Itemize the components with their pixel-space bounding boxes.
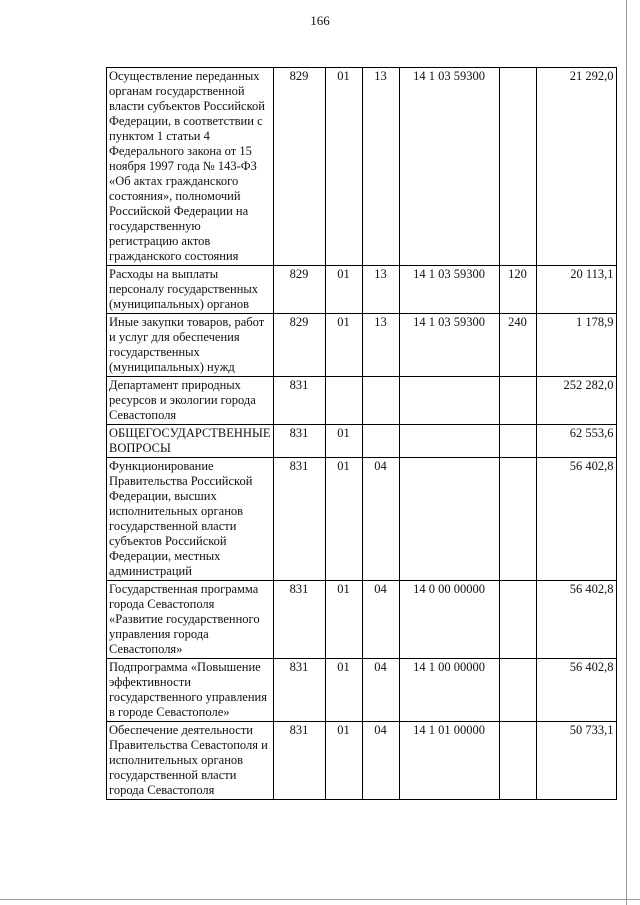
- cell-name: Осуществление переданных органам государственной власти субъектов Российской Федерации, в соответствии с пунктом 1 статьи 4 Федерального закона от 15 ноября 1997 года № 143-ФЗ «Об актах гражданского состояния», полномочий Российской Федерации на государственную регистрацию актов гражданского состояния: [107, 68, 274, 266]
- cell-department-code: 829: [273, 314, 325, 377]
- cell-subsection: [362, 377, 399, 425]
- cell-expense-type: 120: [499, 266, 536, 314]
- table-row: [107, 659, 617, 722]
- cell-target-article: [399, 377, 499, 425]
- cell-amount: 56 402,8: [536, 659, 616, 722]
- cell-section: 01: [325, 425, 362, 458]
- cell-name: Государственная программа города Севастополя «Развитие государственного управления города Севастополя»: [107, 581, 274, 659]
- cell-department-code: 831: [273, 722, 325, 800]
- cell-name: Функционирование Правительства Российской Федерации, высших исполнительных органов государственной власти субъектов Российской Федерации, местных администраций: [107, 458, 274, 581]
- cell-department-code: 831: [273, 659, 325, 722]
- table-row: [107, 425, 617, 458]
- cell-amount: 252 282,0: [536, 377, 616, 425]
- cell-expense-type: 240: [499, 314, 536, 377]
- cell-subsection: [362, 425, 399, 458]
- cell-target-article: [399, 458, 499, 581]
- cell-section: 01: [325, 68, 362, 266]
- cell-amount: 56 402,8: [536, 458, 616, 581]
- table-row: [107, 377, 617, 425]
- cell-subsection: 04: [362, 659, 399, 722]
- cell-target-article: 14 1 03 59300: [399, 266, 499, 314]
- cell-expense-type: [499, 425, 536, 458]
- cell-amount: 20 113,1: [536, 266, 616, 314]
- table-row: [107, 581, 617, 659]
- cell-target-article: [399, 425, 499, 458]
- cell-department-code: 831: [273, 458, 325, 581]
- cell-section: 01: [325, 722, 362, 800]
- cell-department-code: 829: [273, 68, 325, 266]
- cell-subsection: 13: [362, 314, 399, 377]
- cell-target-article: 14 1 03 59300: [399, 68, 499, 266]
- cell-department-code: 829: [273, 266, 325, 314]
- cell-name: Иные закупки товаров, работ и услуг для обеспечения государственных (муниципальных) нужд: [107, 314, 274, 377]
- cell-department-code: 831: [273, 377, 325, 425]
- cell-department-code: 831: [273, 425, 325, 458]
- cell-section: 01: [325, 266, 362, 314]
- cell-subsection: 13: [362, 68, 399, 266]
- cell-expense-type: [499, 581, 536, 659]
- cell-expense-type: [499, 68, 536, 266]
- cell-name: Подпрограмма «Повышение эффективности государственного управления в городе Севастополе»: [107, 659, 274, 722]
- cell-expense-type: [499, 659, 536, 722]
- cell-section: [325, 377, 362, 425]
- cell-subsection: 04: [362, 722, 399, 800]
- cell-expense-type: [499, 377, 536, 425]
- table-row: [107, 722, 617, 800]
- cell-expense-type: [499, 458, 536, 581]
- cell-expense-type: [499, 722, 536, 800]
- cell-name: ОБЩЕГОСУДАРСТВЕННЫЕ ВОПРОСЫ: [107, 425, 274, 458]
- table-row: [107, 314, 617, 377]
- table-row: [107, 68, 617, 266]
- table-row: [107, 266, 617, 314]
- cell-subsection: 04: [362, 458, 399, 581]
- page-frame-bottom-edge: [0, 899, 640, 900]
- cell-subsection: 13: [362, 266, 399, 314]
- cell-amount: 50 733,1: [536, 722, 616, 800]
- cell-subsection: 04: [362, 581, 399, 659]
- cell-target-article: 14 1 00 00000: [399, 659, 499, 722]
- page-frame-right-edge: [626, 0, 627, 905]
- cell-name: Обеспечение деятельности Правительства Севастополя и исполнительных органов государственной власти города Севастополя: [107, 722, 274, 800]
- cell-target-article: 14 1 01 00000: [399, 722, 499, 800]
- cell-amount: 62 553,6: [536, 425, 616, 458]
- cell-department-code: 831: [273, 581, 325, 659]
- cell-amount: 21 292,0: [536, 68, 616, 266]
- cell-target-article: 14 0 00 00000: [399, 581, 499, 659]
- cell-name: Расходы на выплаты персоналу государственных (муниципальных) органов: [107, 266, 274, 314]
- cell-section: 01: [325, 314, 362, 377]
- cell-target-article: 14 1 03 59300: [399, 314, 499, 377]
- cell-section: 01: [325, 581, 362, 659]
- page-number: 166: [310, 13, 330, 28]
- cell-amount: 1 178,9: [536, 314, 616, 377]
- cell-section: 01: [325, 659, 362, 722]
- cell-amount: 56 402,8: [536, 581, 616, 659]
- budget-table: [106, 67, 617, 800]
- cell-name: Департамент природных ресурсов и экологии города Севастополя: [107, 377, 274, 425]
- table-row: [107, 458, 617, 581]
- cell-section: 01: [325, 458, 362, 581]
